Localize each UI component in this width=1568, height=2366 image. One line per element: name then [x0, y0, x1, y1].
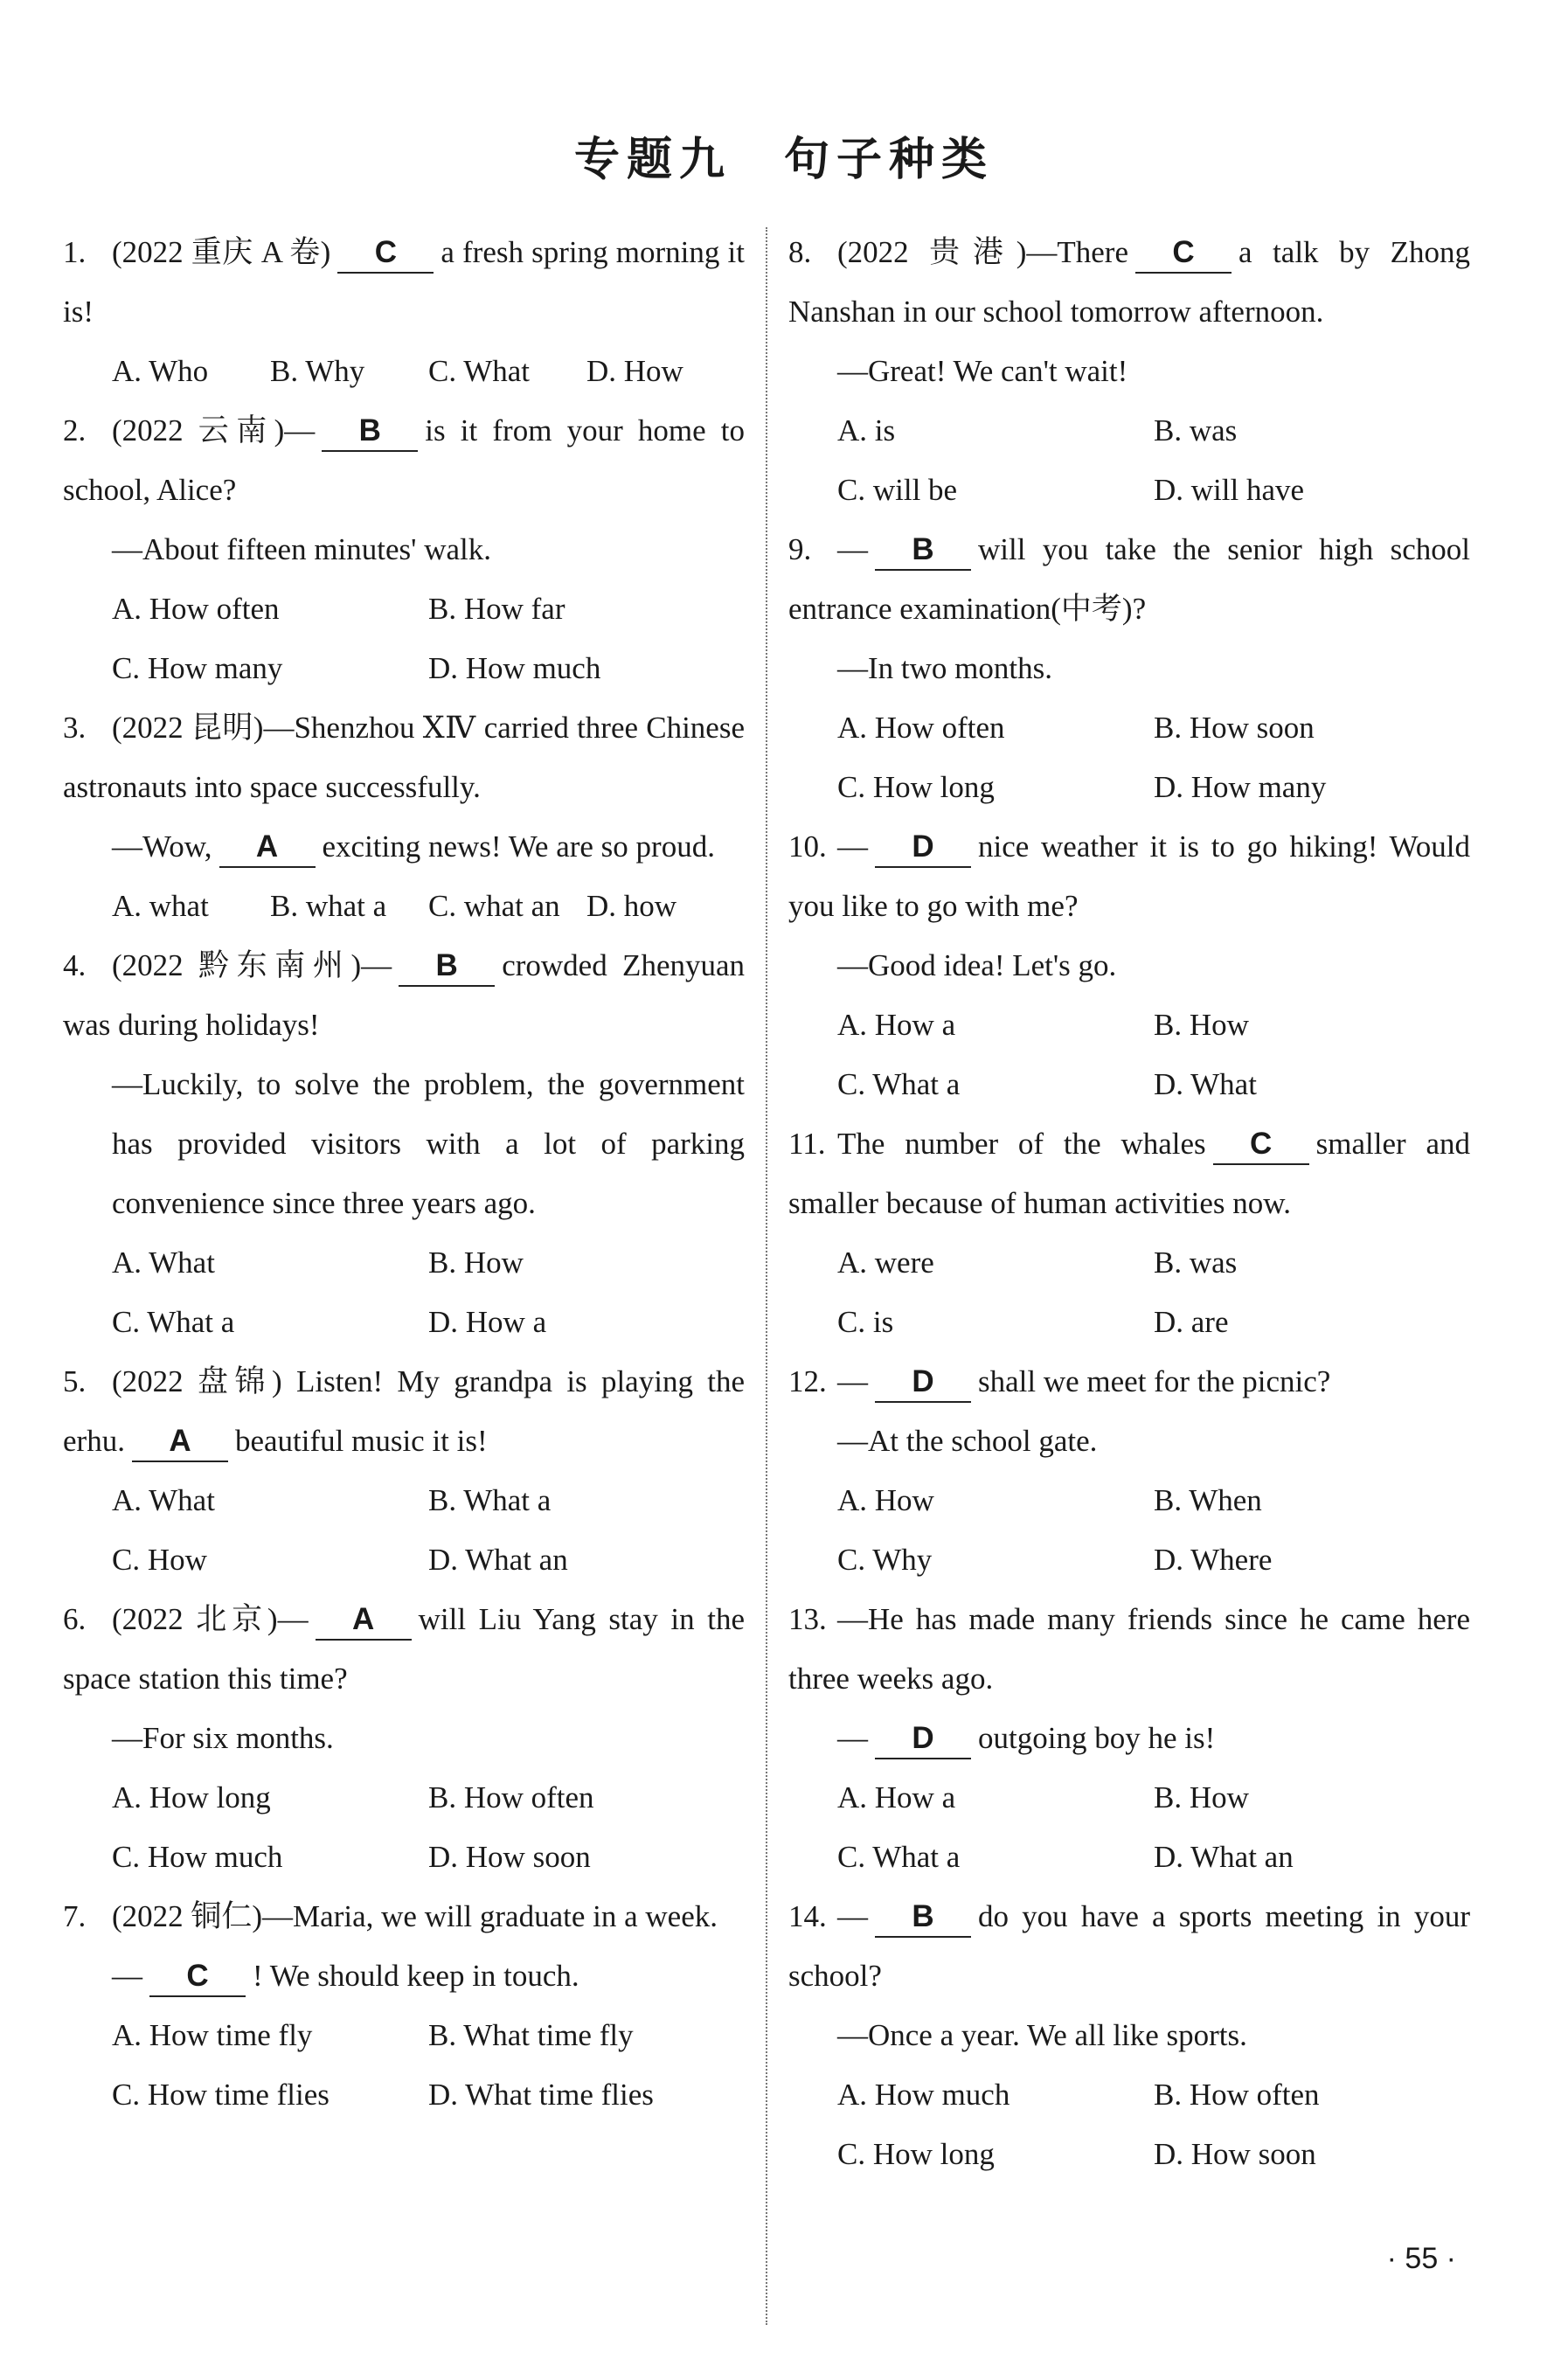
question-number: 3.	[63, 711, 87, 745]
options	[112, 1768, 745, 1887]
dialogue-line: —Luckily, to solve the problem, the government has provided visitors with a lot of parking convenience since three years ago.	[112, 1067, 745, 1220]
question-number: 5.	[63, 1364, 87, 1398]
question-stem	[788, 1352, 1470, 1412]
answer-blank: B	[875, 531, 971, 571]
option: C. How many	[112, 651, 283, 685]
options	[837, 698, 1470, 817]
answer-blank: C	[1135, 233, 1232, 274]
option: A. How a	[837, 1008, 956, 1042]
question-text: —	[837, 1899, 868, 1933]
question-text: (2022 黔东南州)—	[112, 948, 392, 982]
options	[112, 1471, 745, 1590]
question-stem	[63, 1590, 745, 1709]
option: D. What an	[1154, 1840, 1294, 1874]
dialogue-line: —Good idea! Let's go.	[837, 948, 1117, 982]
question-item	[788, 223, 1470, 520]
options	[837, 2065, 1470, 2184]
question-text: (2022 贵港)—There	[837, 235, 1129, 269]
options	[837, 996, 1470, 1114]
options	[837, 1768, 1470, 1887]
option: A. were	[837, 1245, 934, 1280]
options	[837, 1471, 1470, 1590]
question-stem	[788, 1887, 1470, 2006]
dialogue-line: —For six months.	[112, 1721, 334, 1755]
option: A. How often	[112, 592, 280, 626]
option: A. How often	[837, 711, 1005, 745]
question-number: 4.	[63, 948, 87, 982]
option: D. How much	[428, 651, 601, 685]
answer-blank: B	[875, 1898, 971, 1938]
option: D. How a	[428, 1305, 547, 1339]
option: A. How a	[837, 1780, 956, 1814]
option: D. will have	[1154, 473, 1305, 507]
question-text: smaller and smaller because of human activities now.	[788, 1127, 1470, 1220]
option: B. How often	[1154, 2078, 1320, 2112]
option: C. How long	[837, 2137, 995, 2171]
question-text: will Liu Yang stay in the space station this time?	[63, 1602, 745, 1696]
option: B. How often	[428, 1780, 594, 1814]
question-item	[63, 1887, 745, 2125]
dialogue-line: —Once a year. We all like sports.	[837, 2018, 1247, 2052]
option: D. What time flies	[428, 2078, 654, 2112]
option: D. How many	[1154, 770, 1327, 804]
option: B. What a	[428, 1483, 552, 1517]
dialogue-text: outgoing boy he is!	[978, 1721, 1216, 1755]
right-column	[788, 223, 1470, 2184]
question-stem	[788, 1590, 1470, 1709]
options	[112, 579, 745, 698]
option: D. How soon	[428, 1840, 591, 1874]
question-item	[788, 520, 1470, 817]
question-text: (2022 北京)—	[112, 1602, 309, 1636]
question-text: —	[837, 1364, 868, 1398]
answer-blank: D	[875, 1719, 971, 1759]
question-item	[788, 1887, 1470, 2184]
dialogue-text: —Wow,	[112, 829, 212, 864]
dialogue-line: —In two months.	[837, 651, 1052, 685]
option: B. How	[1154, 1008, 1249, 1042]
answer-blank: B	[322, 412, 418, 452]
question-text: (2022 昆明)—Shenzhou ⅩⅣ carried three Chinese astronauts into space successfully.	[63, 711, 745, 804]
answer-blank: A	[132, 1422, 228, 1462]
page-number: · 55 ·	[1386, 2242, 1456, 2275]
question-text: a fresh spring morning it is!	[63, 235, 745, 329]
option: A. is	[837, 413, 896, 448]
dialogue-text: —	[112, 1959, 142, 1993]
option: C. what an	[428, 889, 560, 923]
options	[112, 2006, 745, 2125]
question-text: nice weather it is to go hiking! Would you like to go with me?	[788, 829, 1470, 923]
options	[112, 1233, 745, 1352]
question-item	[63, 223, 745, 401]
question-stem	[788, 1114, 1470, 1233]
question-stem	[63, 936, 745, 1055]
question-number: 10.	[788, 829, 827, 864]
option: B. How far	[428, 592, 565, 626]
answer-blank: C	[337, 233, 434, 274]
option: C. will be	[837, 473, 958, 507]
question-text: will you take the senior high school entrance examination(中考)?	[788, 532, 1470, 626]
option: B. How soon	[1154, 711, 1315, 745]
question-item	[788, 1590, 1470, 1887]
dialogue-line: —About fifteen minutes' walk.	[112, 532, 491, 566]
question-number: 7.	[63, 1899, 87, 1933]
question-number: 11.	[788, 1127, 826, 1161]
option: A. What	[112, 1245, 215, 1280]
question-number: 2.	[63, 413, 87, 448]
question-item	[63, 401, 745, 698]
dialogue-line: —Great! We can't wait!	[837, 354, 1128, 388]
dialogue-text: —	[837, 1721, 868, 1755]
option: B. When	[1154, 1483, 1262, 1517]
option: C. What a	[112, 1305, 235, 1339]
option: A. How much	[837, 2078, 1010, 2112]
option: C. How	[112, 1543, 207, 1577]
option: A. How long	[112, 1780, 271, 1814]
answer-blank: D	[875, 828, 971, 868]
question-stem	[788, 817, 1470, 936]
question-stem	[788, 223, 1470, 342]
option: C. How time flies	[112, 2078, 330, 2112]
question-item	[63, 698, 745, 936]
question-text: (2022 云南)—	[112, 413, 316, 448]
option: D. how	[586, 889, 677, 923]
question-text: a talk by Zhong Nanshan in our school tomorrow afternoon.	[788, 235, 1470, 329]
dialogue-line	[112, 817, 745, 877]
answer-blank: B	[399, 947, 495, 987]
options	[112, 342, 745, 401]
options	[837, 401, 1470, 520]
option: A. How	[837, 1483, 934, 1517]
option: B. was	[1154, 1245, 1238, 1280]
question-item	[63, 936, 745, 1352]
question-number: 14.	[788, 1899, 827, 1933]
question-text: do you have a sports meeting in your school?	[788, 1899, 1470, 1993]
dialogue-line	[837, 1709, 1470, 1768]
option: D. are	[1154, 1305, 1229, 1339]
option: B. What time fly	[428, 2018, 634, 2052]
page-title: 专题九 句子种类	[573, 133, 994, 186]
option: D. Where	[1154, 1543, 1273, 1577]
question-stem	[63, 1352, 745, 1471]
option: C. What a	[837, 1067, 961, 1101]
question-number: 9.	[788, 532, 812, 566]
question-text: crowded Zhenyuan was during holidays!	[63, 948, 746, 1042]
option: C. How long	[837, 770, 995, 804]
question-text: The number of the whales	[837, 1127, 1206, 1161]
option: A. How time fly	[112, 2018, 313, 2052]
question-stem	[63, 1887, 745, 1946]
question-number: 8.	[788, 235, 812, 269]
question-text: —	[837, 532, 868, 566]
dialogue-line: —At the school gate.	[837, 1424, 1098, 1458]
answer-blank: C	[1213, 1125, 1309, 1165]
question-text: beautiful music it is!	[234, 1424, 488, 1458]
dialogue-text: ! We should keep in touch.	[253, 1959, 579, 1993]
option: A. Who	[112, 354, 209, 388]
answer-blank: A	[316, 1600, 412, 1641]
option: B. was	[1154, 413, 1238, 448]
question-number: 6.	[63, 1602, 87, 1636]
answer-blank: C	[149, 1957, 246, 1997]
question-text: is it from your home to school, Alice?	[63, 413, 746, 507]
option: D. How	[586, 354, 683, 388]
question-stem	[63, 401, 745, 520]
question-item	[788, 1352, 1470, 1590]
question-stem	[63, 223, 745, 342]
option: D. How soon	[1154, 2137, 1316, 2171]
options	[112, 877, 745, 936]
option: C. How much	[112, 1840, 283, 1874]
question-item	[788, 817, 1470, 1114]
question-number: 1.	[63, 235, 87, 269]
question-stem	[788, 520, 1470, 639]
answer-blank: D	[875, 1363, 971, 1403]
column-divider	[766, 227, 767, 2325]
question-text: shall we meet for the picnic?	[978, 1364, 1331, 1398]
options	[837, 1233, 1470, 1352]
question-text: —He has made many friends since he came here three weeks ago.	[788, 1602, 1470, 1696]
option: B. what a	[270, 889, 387, 923]
option: C. What	[428, 354, 531, 388]
question-item	[788, 1114, 1470, 1352]
option: C. is	[837, 1305, 894, 1339]
option: D. What	[1154, 1067, 1257, 1101]
question-text: (2022 盘锦) Listen! My grandpa is playing the erhu.	[63, 1364, 745, 1458]
option: C. Why	[837, 1543, 933, 1577]
option: A. what	[112, 889, 209, 923]
dialogue-line	[112, 1946, 745, 2006]
option: B. Why	[270, 354, 365, 388]
option: C. What a	[837, 1840, 961, 1874]
option: B. How	[1154, 1780, 1249, 1814]
dialogue-text: exciting news! We are so proud.	[322, 829, 715, 864]
question-number: 12.	[788, 1364, 827, 1398]
question-text: (2022 重庆 A 卷)	[112, 235, 331, 269]
left-column	[63, 223, 745, 2125]
question-text: —	[837, 829, 868, 864]
option: A. What	[112, 1483, 215, 1517]
question-number: 13.	[788, 1602, 827, 1636]
option: B. How	[428, 1245, 524, 1280]
option: D. What an	[428, 1543, 568, 1577]
question-item	[63, 1352, 745, 1590]
question-item	[63, 1590, 745, 1887]
question-stem	[63, 698, 745, 817]
question-text: (2022 铜仁)—Maria, we will graduate in a week.	[112, 1899, 718, 1933]
answer-blank: A	[219, 828, 316, 868]
